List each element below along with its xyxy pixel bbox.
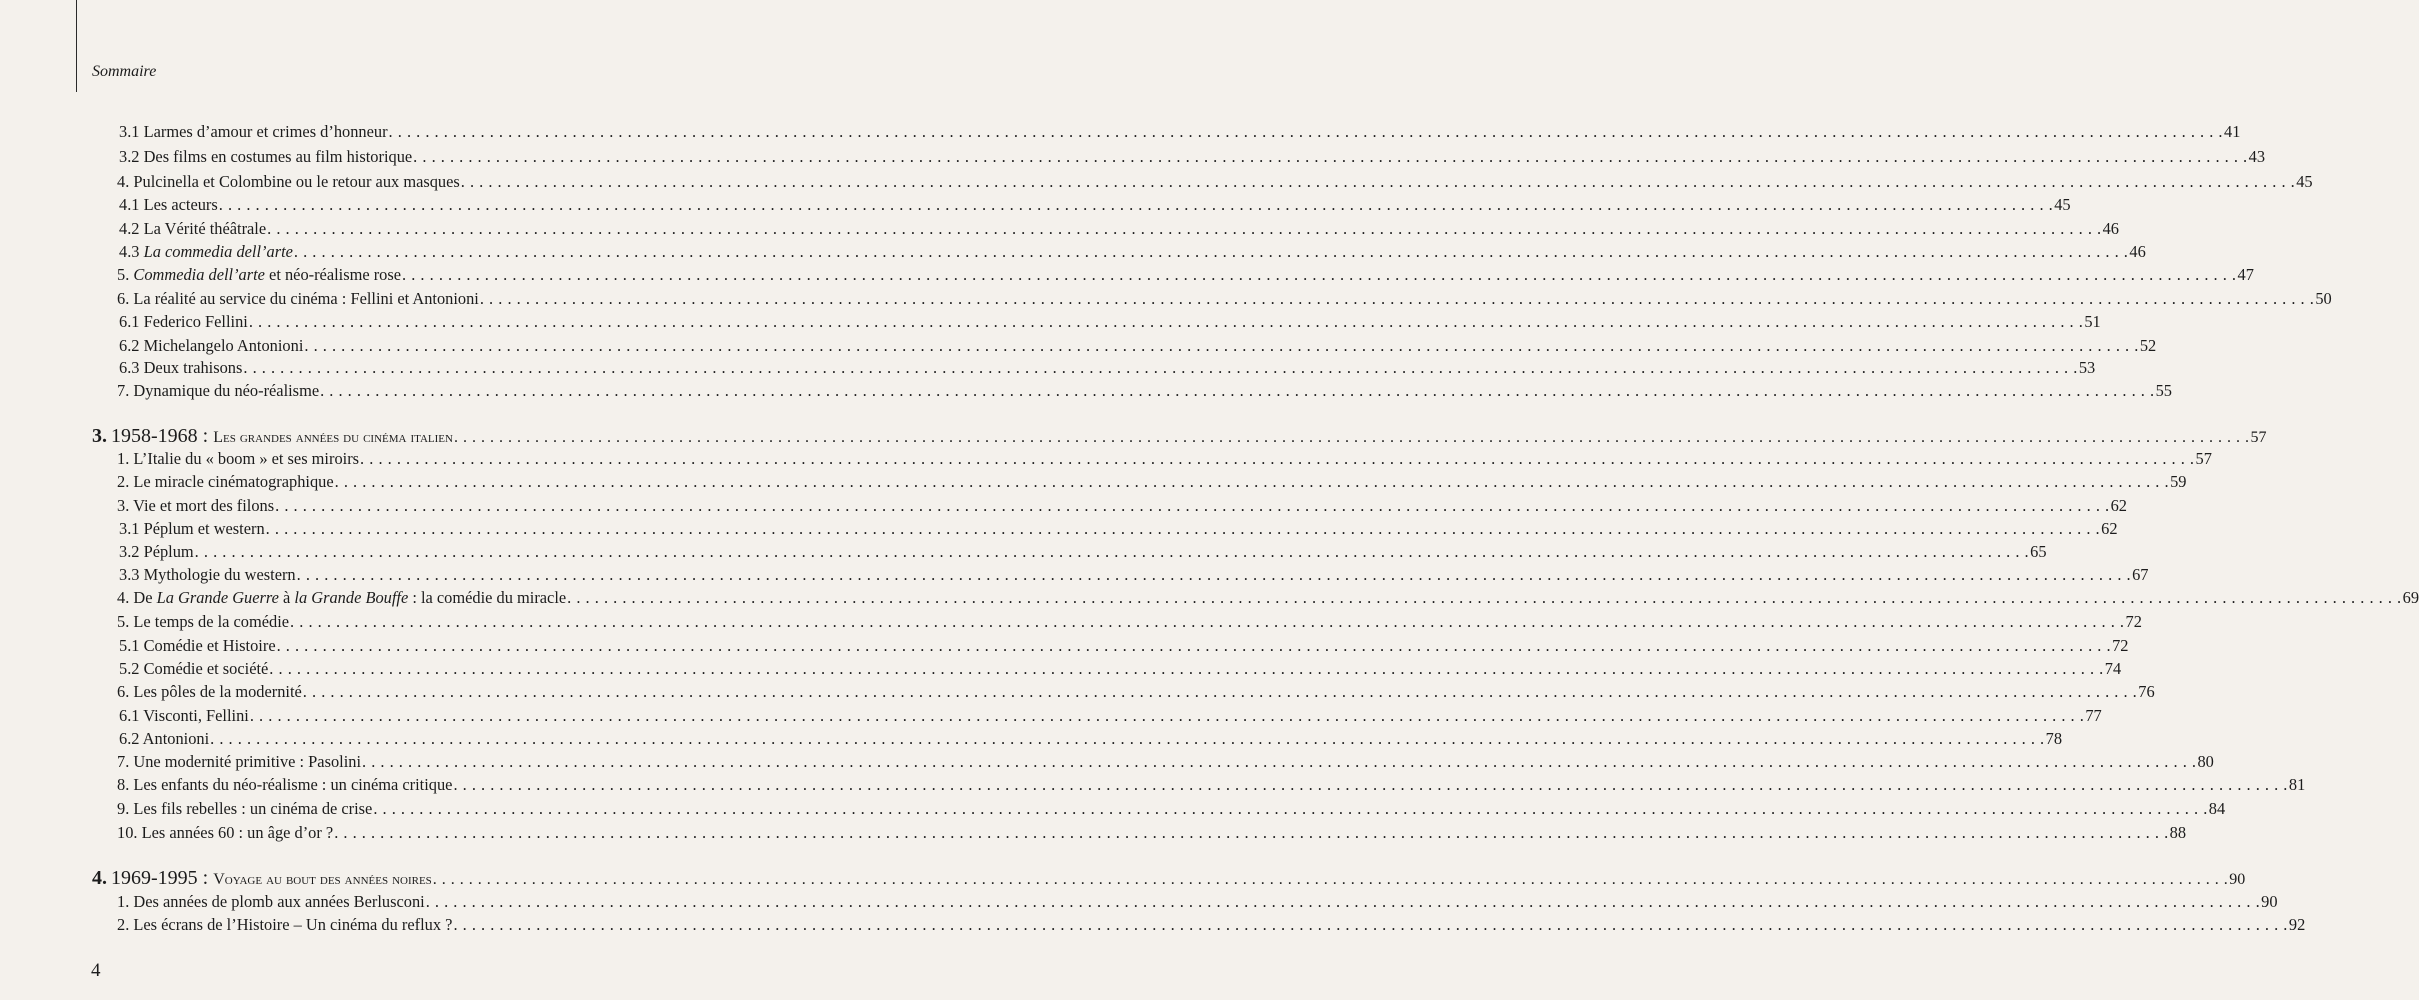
toc-entry-title: 4. 1969-1995 : Voyage au bout des années noires: [92, 867, 432, 889]
leader-dots: . . . . . . . . . . . . . . . . . . . . . . . . . . . . . . . . . . . . . . . . . . . . . . . . . . . . . . . . . . . . . . . . . . . . . . . . . . . . . . . . . . . . . . . . . . . . . . . . . . . . . . . . . . . . . . . . . . . . . . . . . . . . . . . . . . . . . . . . . . . . . . . . . . . . . . . . . . . . . . . . . . . . . . . . . . . . . . . . . . . . . . . . . . . . . . . . . . . . . . . .: [269, 659, 2104, 678]
leader-dots: . . . . . . . . . . . . . . . . . . . . . . . . . . . . . . . . . . . . . . . . . . . . . . . . . . . . . . . . . . . . . . . . . . . . . . . . . . . . . . . . . . . . . . . . . . . . . . . . . . . . . . . . . . . . . . . . . . . . . . . . . . . . . . . . . . . . . . . . . . . . . . . . . . . . . . . . . . . . . . . . . . . . . . . . . . . . . . . . . . . . . . . . . . . . . . . . . . . . . . . .: [249, 706, 2085, 725]
text-run: 6.2 Antonioni: [119, 729, 210, 748]
toc-subsection: [119, 147, 2266, 167]
toc-section: [117, 172, 2313, 192]
running-head: Sommaire: [92, 63, 157, 80]
leader-dots: . . . . . . . . . . . . . . . . . . . . . . . . . . . . . . . . . . . . . . . . . . . . . . . . . . . . . . . . . . . . . . . . . . . . . . . . . . . . . . . . . . . . . . . . . . . . . . . . . . . . . . . . . . . . . . . . . . . . . . . . . . . . . . . . . . . . . . . . . . . . . . . . . . . . . . . . . . . . . . . . . . . . . . . . . . . . . . . . . . . . . . . . . . . . . . . . . . . . . . . .: [276, 636, 2112, 655]
text-run: 1. L’Italie du « boom » et ses miroirs: [117, 449, 360, 468]
toc-section: [117, 265, 2254, 285]
leader-dots: . . . . . . . . . . . . . . . . . . . . . . . . . . . . . . . . . . . . . . . . . . . . . . . . . . . . . . . . . . . . . . . . . . . . . . . . . . . . . . . . . . . . . . . . . . . . . . . . . . . . . . . . . . . . . . . . . . . . . . . . . . . . . . . . . . . . . . . . . . . . . . . . . . . . . . . . . . . . . . . . . . . . . . . . . . . . . . . . . . . . . . . . . . . . . . . . . . . . . . . .: [425, 892, 2261, 911]
leader-dots: . . . . . . . . . . . . . . . . . . . . . . . . . . . . . . . . . . . . . . . . . . . . . . . . . . . . . . . . . . . . . . . . . . . . . . . . . . . . . . . . . . . . . . . . . . . . . . . . . . . . . . . . . . . . . . . . . . . . . . . . . . . . . . . . . . . . . . . . . . . . . . . . . . . . . . . . . . . . . . . . . . . . . . . . . . . . . . . . . . . . . . . . . . . . . . . . . . . . . . . .: [402, 265, 2237, 284]
toc-subsection: [119, 242, 2146, 262]
toc-page-number: 74: [2104, 659, 2122, 678]
toc-entry-title: [117, 892, 425, 912]
toc-page-number: 90: [2261, 892, 2278, 911]
margin-rule: [76, 0, 77, 92]
leader-dots: . . . . . . . . . . . . . . . . . . . . . . . . . . . . . . . . . . . . . . . . . . . . . . . . . . . . . . . . . . . . . . . . . . . . . . . . . . . . . . . . . . . . . . . . . . . . . . . . . . . . . . . . . . . . . . . . . . . . . . . . . . . . . . . . . . . . . . . . . . . . . . . . . . . . . . . . . . . . . . . . . . . . . . . . . . . . . . . . . . . . . . . . . . . . . . . . . . . . . . . .: [413, 147, 2248, 166]
toc-page-number: 81: [2288, 775, 2306, 794]
toc-entry-title: [119, 358, 242, 378]
leader-dots: . . . . . . . . . . . . . . . . . . . . . . . . . . . . . . . . . . . . . . . . . . . . . . . . . . . . . . . . . . . . . . . . . . . . . . . . . . . . . . . . . . . . . . . . . . . . . . . . . . . . . . . . . . . . . . . . . . . . . . . . . . . . . . . . . . . . . . . . . . . . . . . . . . . . . . . . . . . . . . . . . . . . . . . . . . . . . . . . . . . . . . . . . . . . . . . . . . . . . . . .: [453, 429, 2250, 446]
toc-entry-title: [119, 542, 194, 562]
toc-page-number: 41: [2224, 122, 2241, 141]
toc-subsection: [119, 636, 2129, 656]
text-run: 6.1 Federico Fellini: [119, 312, 248, 331]
toc-page-number: 53: [2078, 358, 2096, 377]
text-run: 4.1 Les acteurs: [119, 195, 218, 214]
text-run: 10. Les années 60 : un âge d’or ?: [117, 823, 334, 842]
toc-page-number: 45: [2296, 172, 2313, 191]
toc-entry-title: 3. 1958-1968 : Les grandes années du cinéma italien: [92, 425, 453, 447]
toc-section: [117, 892, 2278, 912]
toc-entry-title: [117, 823, 333, 843]
text-run: 4.2 La Vérité théâtrale: [119, 219, 267, 238]
toc-entry-title: [117, 799, 372, 819]
italic-title: Commedia dell’arte: [133, 265, 265, 284]
toc-entry-title: [119, 147, 412, 167]
toc-entry-title: [119, 336, 303, 356]
text-run: et néo-réalisme rose: [264, 265, 402, 284]
leader-dots: . . . . . . . . . . . . . . . . . . . . . . . . . . . . . . . . . . . . . . . . . . . . . . . . . . . . . . . . . . . . . . . . . . . . . . . . . . . . . . . . . . . . . . . . . . . . . . . . . . . . . . . . . . . . . . . . . . . . . . . . . . . . . . . . . . . . . . . . . . . . . . . . . . . . . . . . . . . . . . . . . . . . . . . . . . . . . . . . . . . . . . . . . . . . . . . . . . . . . . . .: [265, 519, 2101, 538]
text-run: 8. Les enfants du néo-réalisme : un cinéma critique: [117, 775, 453, 794]
toc-section: [117, 799, 2226, 819]
leader-dots: . . . . . . . . . . . . . . . . . . . . . . . . . . . . . . . . . . . . . . . . . . . . . . . . . . . . . . . . . . . . . . . . . . . . . . . . . . . . . . . . . . . . . . . . . . . . . . . . . . . . . . . . . . . . . . . . . . . . . . . . . . . . . . . . . . . . . . . . . . . . . . . . . . . . . . . . . . . . . . . . . . . . . . . . . . . . . . . . . . . . . . . . . . . . . . . . . . . . . . . .: [320, 381, 2155, 400]
text-run: 5.1 Comédie et Histoire: [119, 636, 276, 655]
toc-page-number: 65: [2030, 542, 2047, 561]
toc-page-number: 88: [2169, 823, 2187, 842]
toc-chapter: [92, 425, 2267, 448]
toc-entry-title: [117, 289, 479, 309]
page-number: 4: [91, 960, 101, 981]
toc-subsection: [119, 219, 2119, 239]
toc-entry-title: [119, 729, 209, 749]
leader-dots: . . . . . . . . . . . . . . . . . . . . . . . . . . . . . . . . . . . . . . . . . . . . . . . . . . . . . . . . . . . . . . . . . . . . . . . . . . . . . . . . . . . . . . . . . . . . . . . . . . . . . . . . . . . . . . . . . . . . . . . . . . . . . . . . . . . . . . . . . . . . . . . . . . . . . . . . . . . . . . . . . . . . . . . . . . . . . . . . . . . . . . . . . . . . . . . . . . . . . . . .: [388, 122, 2224, 141]
toc-page-number: 51: [2084, 312, 2101, 331]
toc-entry-title: [119, 706, 249, 726]
toc-subsection: [119, 312, 2101, 332]
text-run: 6. La réalité au service du cinéma : Fellini et Antonioni: [117, 289, 479, 308]
toc-entry-title: [119, 312, 248, 332]
text-run: 4. Pulcinella et Colombine ou le retour aux masques: [117, 172, 460, 191]
leader-dots: . . . . . . . . . . . . . . . . . . . . . . . . . . . . . . . . . . . . . . . . . . . . . . . . . . . . . . . . . . . . . . . . . . . . . . . . . . . . . . . . . . . . . . . . . . . . . . . . . . . . . . . . . . . . . . . . . . . . . . . . . . . . . . . . . . . . . . . . . . . . . . . . . . . . . . . . . . . . . . . . . . . . . . . . . . . . . . . . . . . . . . . . . . . . . . . . . . . . . . . .: [304, 336, 2139, 355]
toc-page-number: 69: [2402, 588, 2419, 607]
toc-section: [117, 289, 2332, 309]
text-run: 4. De: [117, 588, 157, 607]
text-run: 6. Les pôles de la modernité: [117, 682, 302, 701]
leader-dots: . . . . . . . . . . . . . . . . . . . . . . . . . . . . . . . . . . . . . . . . . . . . . . . . . . . . . . . . . . . . . . . . . . . . . . . . . . . . . . . . . . . . . . . . . . . . . . . . . . . . . . . . . . . . . . . . . . . . . . . . . . . . . . . . . . . . . . . . . . . . . . . . . . . . . . . . . . . . . . . . . . . . . . . . . . . . . . . . . . . . . . . . . . . . . . . . . . . . . . . .: [275, 496, 2110, 515]
toc-section: [117, 588, 2419, 608]
chapter-years: 1958-1968: [111, 425, 198, 447]
text-run: 5.: [117, 265, 134, 284]
toc-entry-title: [119, 122, 388, 142]
leader-dots: . . . . . . . . . . . . . . . . . . . . . . . . . . . . . . . . . . . . . . . . . . . . . . . . . . . . . . . . . . . . . . . . . . . . . . . . . . . . . . . . . . . . . . . . . . . . . . . . . . . . . . . . . . . . . . . . . . . . . . . . . . . . . . . . . . . . . . . . . . . . . . . . . . . . . . . . . . . . . . . . . . . . . . . . . . . . . . . . . . . . . . . . . . . . . . . . . . . . . . . .: [432, 871, 2229, 888]
toc-entry-title: [117, 588, 566, 608]
toc-entry-title: [117, 612, 289, 632]
toc-entry-title: [119, 242, 293, 262]
toc-page-number: 57: [2195, 449, 2212, 468]
toc-page-number: 50: [2315, 289, 2332, 308]
leader-dots: . . . . . . . . . . . . . . . . . . . . . . . . . . . . . . . . . . . . . . . . . . . . . . . . . . . . . . . . . . . . . . . . . . . . . . . . . . . . . . . . . . . . . . . . . . . . . . . . . . . . . . . . . . . . . . . . . . . . . . . . . . . . . . . . . . . . . . . . . . . . . . . . . . . . . . . . . . . . . . . . . . . . . . . . . . . . . . . . . . . . . . . . . . . . . . . . . . . . . . . .: [296, 565, 2132, 584]
toc-entry-title: [117, 381, 319, 401]
text-run: 9. Les fils rebelles : un cinéma de crise: [117, 799, 373, 818]
toc-page-number: 47: [2237, 265, 2254, 284]
toc-entry-title: [119, 659, 268, 679]
chapter-years: 1969-1995: [111, 867, 198, 889]
toc-entry-title: [117, 265, 401, 285]
chapter-title: Les grandes années du cinéma italien: [213, 429, 453, 446]
leader-dots: . . . . . . . . . . . . . . . . . . . . . . . . . . . . . . . . . . . . . . . . . . . . . . . . . . . . . . . . . . . . . . . . . . . . . . . . . . . . . . . . . . . . . . . . . . . . . . . . . . . . . . . . . . . . . . . . . . . . . . . . . . . . . . . . . . . . . . . . . . . . . . . . . . . . . . . . . . . . . . . . . . . . . . . . . . . . . . . . . . . . . . . . . . . . . . . . . . . . . . . .: [453, 915, 2288, 934]
toc-entry-title: [119, 195, 218, 215]
text-run: 3.2 Des films en costumes au film historique: [119, 147, 413, 166]
toc-page-number: 72: [2125, 612, 2142, 631]
toc-page-number: 78: [2045, 729, 2063, 748]
toc-entry-title: [117, 915, 452, 935]
toc-page-number: 80: [2197, 752, 2214, 771]
toc-subsection: [119, 729, 2063, 749]
leader-dots: . . . . . . . . . . . . . . . . . . . . . . . . . . . . . . . . . . . . . . . . . . . . . . . . . . . . . . . . . . . . . . . . . . . . . . . . . . . . . . . . . . . . . . . . . . . . . . . . . . . . . . . . . . . . . . . . . . . . . . . . . . . . . . . . . . . . . . . . . . . . . . . . . . . . . . . . . . . . . . . . . . . . . . . . . . . . . . . . . . . . . . . . . . . . . . . . . . . . . . . .: [460, 172, 2296, 191]
leader-dots: . . . . . . . . . . . . . . . . . . . . . . . . . . . . . . . . . . . . . . . . . . . . . . . . . . . . . . . . . . . . . . . . . . . . . . . . . . . . . . . . . . . . . . . . . . . . . . . . . . . . . . . . . . . . . . . . . . . . . . . . . . . . . . . . . . . . . . . . . . . . . . . . . . . . . . . . . . . . . . . . . . . . . . . . . . . . . . . . . . . . . . . . . . . . . . . . . . . . . . . .: [243, 358, 2078, 377]
leader-dots: . . . . . . . . . . . . . . . . . . . . . . . . . . . . . . . . . . . . . . . . . . . . . . . . . . . . . . . . . . . . . . . . . . . . . . . . . . . . . . . . . . . . . . . . . . . . . . . . . . . . . . . . . . . . . . . . . . . . . . . . . . . . . . . . . . . . . . . . . . . . . . . . . . . . . . . . . . . . . . . . . . . . . . . . . . . . . . . . . . . . . . . . . . . . . . . . . . . . . . . .: [334, 823, 2169, 842]
toc-subsection: [119, 122, 2241, 142]
toc-section: [117, 472, 2187, 492]
leader-dots: . . . . . . . . . . . . . . . . . . . . . . . . . . . . . . . . . . . . . . . . . . . . . . . . . . . . . . . . . . . . . . . . . . . . . . . . . . . . . . . . . . . . . . . . . . . . . . . . . . . . . . . . . . . . . . . . . . . . . . . . . . . . . . . . . . . . . . . . . . . . . . . . . . . . . . . . . . . . . . . . . . . . . . . . . . . . . . . . . . . . . . . . . . . . . . . . . . . . . . . .: [302, 682, 2138, 701]
toc-subsection: [119, 706, 2102, 726]
toc-page-number: 43: [2248, 147, 2266, 166]
toc-page-number: 45: [2054, 195, 2071, 214]
toc-page-number: 62: [2110, 496, 2127, 515]
chapter-number: 3.: [92, 425, 107, 447]
toc-page-number: 57: [2250, 429, 2267, 446]
text-run: 3.1 Péplum et western: [119, 519, 265, 538]
toc-subsection: [119, 565, 2149, 585]
toc-entry-title: [117, 682, 302, 702]
text-run: à: [278, 588, 295, 607]
text-run: 6.2 Michelangelo Antonioni: [119, 336, 304, 355]
text-run: : la comédie du miracle: [408, 588, 567, 607]
toc-entry-title: [117, 172, 460, 192]
toc-entry-title: [117, 752, 361, 772]
leader-dots: . . . . . . . . . . . . . . . . . . . . . . . . . . . . . . . . . . . . . . . . . . . . . . . . . . . . . . . . . . . . . . . . . . . . . . . . . . . . . . . . . . . . . . . . . . . . . . . . . . . . . . . . . . . . . . . . . . . . . . . . . . . . . . . . . . . . . . . . . . . . . . . . . . . . . . . . . . . . . . . . . . . . . . . . . . . . . . . . . . . . . . . . . . . . . . . . . . . . . . . .: [290, 612, 2125, 631]
toc-entry-title: [117, 472, 334, 492]
text-run: 3.2 Péplum: [119, 542, 194, 561]
toc-entry-title: [117, 496, 274, 516]
toc-subsection: [119, 195, 2071, 215]
text-run: 5. Le temps de la comédie: [117, 612, 290, 631]
leader-dots: . . . . . . . . . . . . . . . . . . . . . . . . . . . . . . . . . . . . . . . . . . . . . . . . . . . . . . . . . . . . . . . . . . . . . . . . . . . . . . . . . . . . . . . . . . . . . . . . . . . . . . . . . . . . . . . . . . . . . . . . . . . . . . . . . . . . . . . . . . . . . . . . . . . . . . . . . . . . . . . . . . . . . . . . . . . . . . . . . . . . . . . . . . . . . . . . . . . . . . . .: [360, 449, 2195, 468]
toc-page-number: 67: [2132, 565, 2149, 584]
chapter-number: 4.: [92, 867, 107, 889]
toc-page-number: 72: [2112, 636, 2129, 655]
toc-section: [117, 752, 2214, 772]
leader-dots: . . . . . . . . . . . . . . . . . . . . . . . . . . . . . . . . . . . . . . . . . . . . . . . . . . . . . . . . . . . . . . . . . . . . . . . . . . . . . . . . . . . . . . . . . . . . . . . . . . . . . . . . . . . . . . . . . . . . . . . . . . . . . . . . . . . . . . . . . . . . . . . . . . . . . . . . . . . . . . . . . . . . . . . . . . . . . . . . . . . . . . . . . . . . . . . . . . . . . . . .: [218, 195, 2054, 214]
toc-entry-title: [117, 775, 452, 795]
leader-dots: . . . . . . . . . . . . . . . . . . . . . . . . . . . . . . . . . . . . . . . . . . . . . . . . . . . . . . . . . . . . . . . . . . . . . . . . . . . . . . . . . . . . . . . . . . . . . . . . . . . . . . . . . . . . . . . . . . . . . . . . . . . . . . . . . . . . . . . . . . . . . . . . . . . . . . . . . . . . . . . . . . . . . . . . . . . . . . . . . . . . . . . . . . . . . . . . . . . . . . . .: [453, 775, 2288, 794]
toc-section: [117, 775, 2306, 795]
toc-page-number: 90: [2229, 871, 2246, 888]
chapter-title: Voyage au bout des années noires: [213, 871, 432, 888]
leader-dots: . . . . . . . . . . . . . . . . . . . . . . . . . . . . . . . . . . . . . . . . . . . . . . . . . . . . . . . . . . . . . . . . . . . . . . . . . . . . . . . . . . . . . . . . . . . . . . . . . . . . . . . . . . . . . . . . . . . . . . . . . . . . . . . . . . . . . . . . . . . . . . . . . . . . . . . . . . . . . . . . . . . . . . . . . . . . . . . . . . . . . . . . . . . . . . . . . . . . . . . .: [334, 472, 2170, 491]
leader-dots: . . . . . . . . . . . . . . . . . . . . . . . . . . . . . . . . . . . . . . . . . . . . . . . . . . . . . . . . . . . . . . . . . . . . . . . . . . . . . . . . . . . . . . . . . . . . . . . . . . . . . . . . . . . . . . . . . . . . . . . . . . . . . . . . . . . . . . . . . . . . . . . . . . . . . . . . . . . . . . . . . . . . . . . . . . . . . . . . . . . . . . . . . . . . . . . . . . . . . . . .: [567, 588, 2402, 607]
leader-dots: . . . . . . . . . . . . . . . . . . . . . . . . . . . . . . . . . . . . . . . . . . . . . . . . . . . . . . . . . . . . . . . . . . . . . . . . . . . . . . . . . . . . . . . . . . . . . . . . . . . . . . . . . . . . . . . . . . . . . . . . . . . . . . . . . . . . . . . . . . . . . . . . . . . . . . . . . . . . . . . . . . . . . . . . . . . . . . . . . . . . . . . . . . . . . . . . . . . . . . . .: [248, 312, 2084, 331]
text-run: 7. Une modernité primitive : Pasolini: [117, 752, 362, 771]
toc-subsection: [119, 659, 2122, 679]
toc-page-number: 55: [2155, 381, 2172, 400]
toc-page-number: 76: [2138, 682, 2155, 701]
toc-subsection: [119, 519, 2118, 539]
text-run: 5.2 Comédie et société: [119, 659, 269, 678]
italic-title: la Grande Bouffe: [294, 588, 409, 607]
italic-title: La commedia dell’arte: [143, 242, 293, 261]
toc-section: [117, 915, 2306, 935]
leader-dots: . . . . . . . . . . . . . . . . . . . . . . . . . . . . . . . . . . . . . . . . . . . . . . . . . . . . . . . . . . . . . . . . . . . . . . . . . . . . . . . . . . . . . . . . . . . . . . . . . . . . . . . . . . . . . . . . . . . . . . . . . . . . . . . . . . . . . . . . . . . . . . . . . . . . . . . . . . . . . . . . . . . . . . . . . . . . . . . . . . . . . . . . . . . . . . . . . . . . . . . .: [267, 219, 2102, 238]
toc-page-number: 84: [2208, 799, 2226, 818]
text-run: 6.3 Deux trahisons: [119, 358, 243, 377]
toc-section: [117, 823, 2187, 843]
text-run: 1. Des années de plomb aux années Berlusconi: [117, 892, 425, 911]
italic-title: La Grande Guerre: [156, 588, 279, 607]
text-run: 4.3: [119, 242, 144, 261]
text-run: 3.1 Larmes d’amour et crimes d’honneur: [119, 122, 388, 141]
toc-page-number: 46: [2102, 219, 2119, 238]
toc-entry-title: [117, 449, 359, 469]
leader-dots: . . . . . . . . . . . . . . . . . . . . . . . . . . . . . . . . . . . . . . . . . . . . . . . . . . . . . . . . . . . . . . . . . . . . . . . . . . . . . . . . . . . . . . . . . . . . . . . . . . . . . . . . . . . . . . . . . . . . . . . . . . . . . . . . . . . . . . . . . . . . . . . . . . . . . . . . . . . . . . . . . . . . . . . . . . . . . . . . . . . . . . . . . . . . . . . . . . . . . . . .: [293, 242, 2129, 261]
toc-page-number: 59: [2170, 472, 2187, 491]
toc-entry-title: [119, 636, 276, 656]
leader-dots: . . . . . . . . . . . . . . . . . . . . . . . . . . . . . . . . . . . . . . . . . . . . . . . . . . . . . . . . . . . . . . . . . . . . . . . . . . . . . . . . . . . . . . . . . . . . . . . . . . . . . . . . . . . . . . . . . . . . . . . . . . . . . . . . . . . . . . . . . . . . . . . . . . . . . . . . . . . . . . . . . . . . . . . . . . . . . . . . . . . . . . . . . . . . . . . . . . . . . . . .: [373, 799, 2208, 818]
toc-section: [117, 682, 2155, 702]
text-run: 6.1 Visconti, Fellini: [119, 706, 249, 725]
toc-entry-title: [119, 219, 266, 239]
leader-dots: . . . . . . . . . . . . . . . . . . . . . . . . . . . . . . . . . . . . . . . . . . . . . . . . . . . . . . . . . . . . . . . . . . . . . . . . . . . . . . . . . . . . . . . . . . . . . . . . . . . . . . . . . . . . . . . . . . . . . . . . . . . . . . . . . . . . . . . . . . . . . . . . . . . . . . . . . . . . . . . . . . . . . . . . . . . . . . . . . . . . . . . . . . . . . . . . . . . . . . . .: [362, 752, 2197, 771]
text-run: 7. Dynamique du néo-réalisme: [117, 381, 320, 400]
toc-page-number: 77: [2085, 706, 2102, 725]
text-run: 3.3 Mythologie du western: [119, 565, 296, 584]
toc-entry-title: [119, 565, 296, 585]
toc-section: [117, 496, 2127, 516]
leader-dots: . . . . . . . . . . . . . . . . . . . . . . . . . . . . . . . . . . . . . . . . . . . . . . . . . . . . . . . . . . . . . . . . . . . . . . . . . . . . . . . . . . . . . . . . . . . . . . . . . . . . . . . . . . . . . . . . . . . . . . . . . . . . . . . . . . . . . . . . . . . . . . . . . . . . . . . . . . . . . . . . . . . . . . . . . . . . . . . . . . . . . . . . . . . . . . . . . . . . . . . .: [479, 289, 2315, 308]
toc-entry-title: [119, 519, 265, 539]
text-run: 2. Les écrans de l’Histoire – Un cinéma du reflux ?: [117, 915, 453, 934]
text-run: 2. Le miracle cinématographique: [117, 472, 334, 491]
toc-page-number: 62: [2101, 519, 2118, 538]
toc-section: [117, 449, 2212, 469]
toc-subsection: [119, 542, 2047, 562]
leader-dots: . . . . . . . . . . . . . . . . . . . . . . . . . . . . . . . . . . . . . . . . . . . . . . . . . . . . . . . . . . . . . . . . . . . . . . . . . . . . . . . . . . . . . . . . . . . . . . . . . . . . . . . . . . . . . . . . . . . . . . . . . . . . . . . . . . . . . . . . . . . . . . . . . . . . . . . . . . . . . . . . . . . . . . . . . . . . . . . . . . . . . . . . . . . . . . . . . . . . . . . .: [194, 542, 2030, 561]
toc-page-number: 92: [2288, 915, 2306, 934]
toc-subsection: [119, 336, 2157, 356]
toc-chapter: [92, 867, 2246, 890]
toc-page-number: 46: [2129, 242, 2146, 261]
leader-dots: . . . . . . . . . . . . . . . . . . . . . . . . . . . . . . . . . . . . . . . . . . . . . . . . . . . . . . . . . . . . . . . . . . . . . . . . . . . . . . . . . . . . . . . . . . . . . . . . . . . . . . . . . . . . . . . . . . . . . . . . . . . . . . . . . . . . . . . . . . . . . . . . . . . . . . . . . . . . . . . . . . . . . . . . . . . . . . . . . . . . . . . . . . . . . . . . . . . . . . . .: [210, 729, 2045, 748]
text-run: 3. Vie et mort des filons: [117, 496, 275, 515]
toc-section: [117, 381, 2172, 401]
toc-page-number: 52: [2139, 336, 2157, 355]
toc-section: [117, 612, 2142, 632]
toc-subsection: [119, 358, 2096, 378]
